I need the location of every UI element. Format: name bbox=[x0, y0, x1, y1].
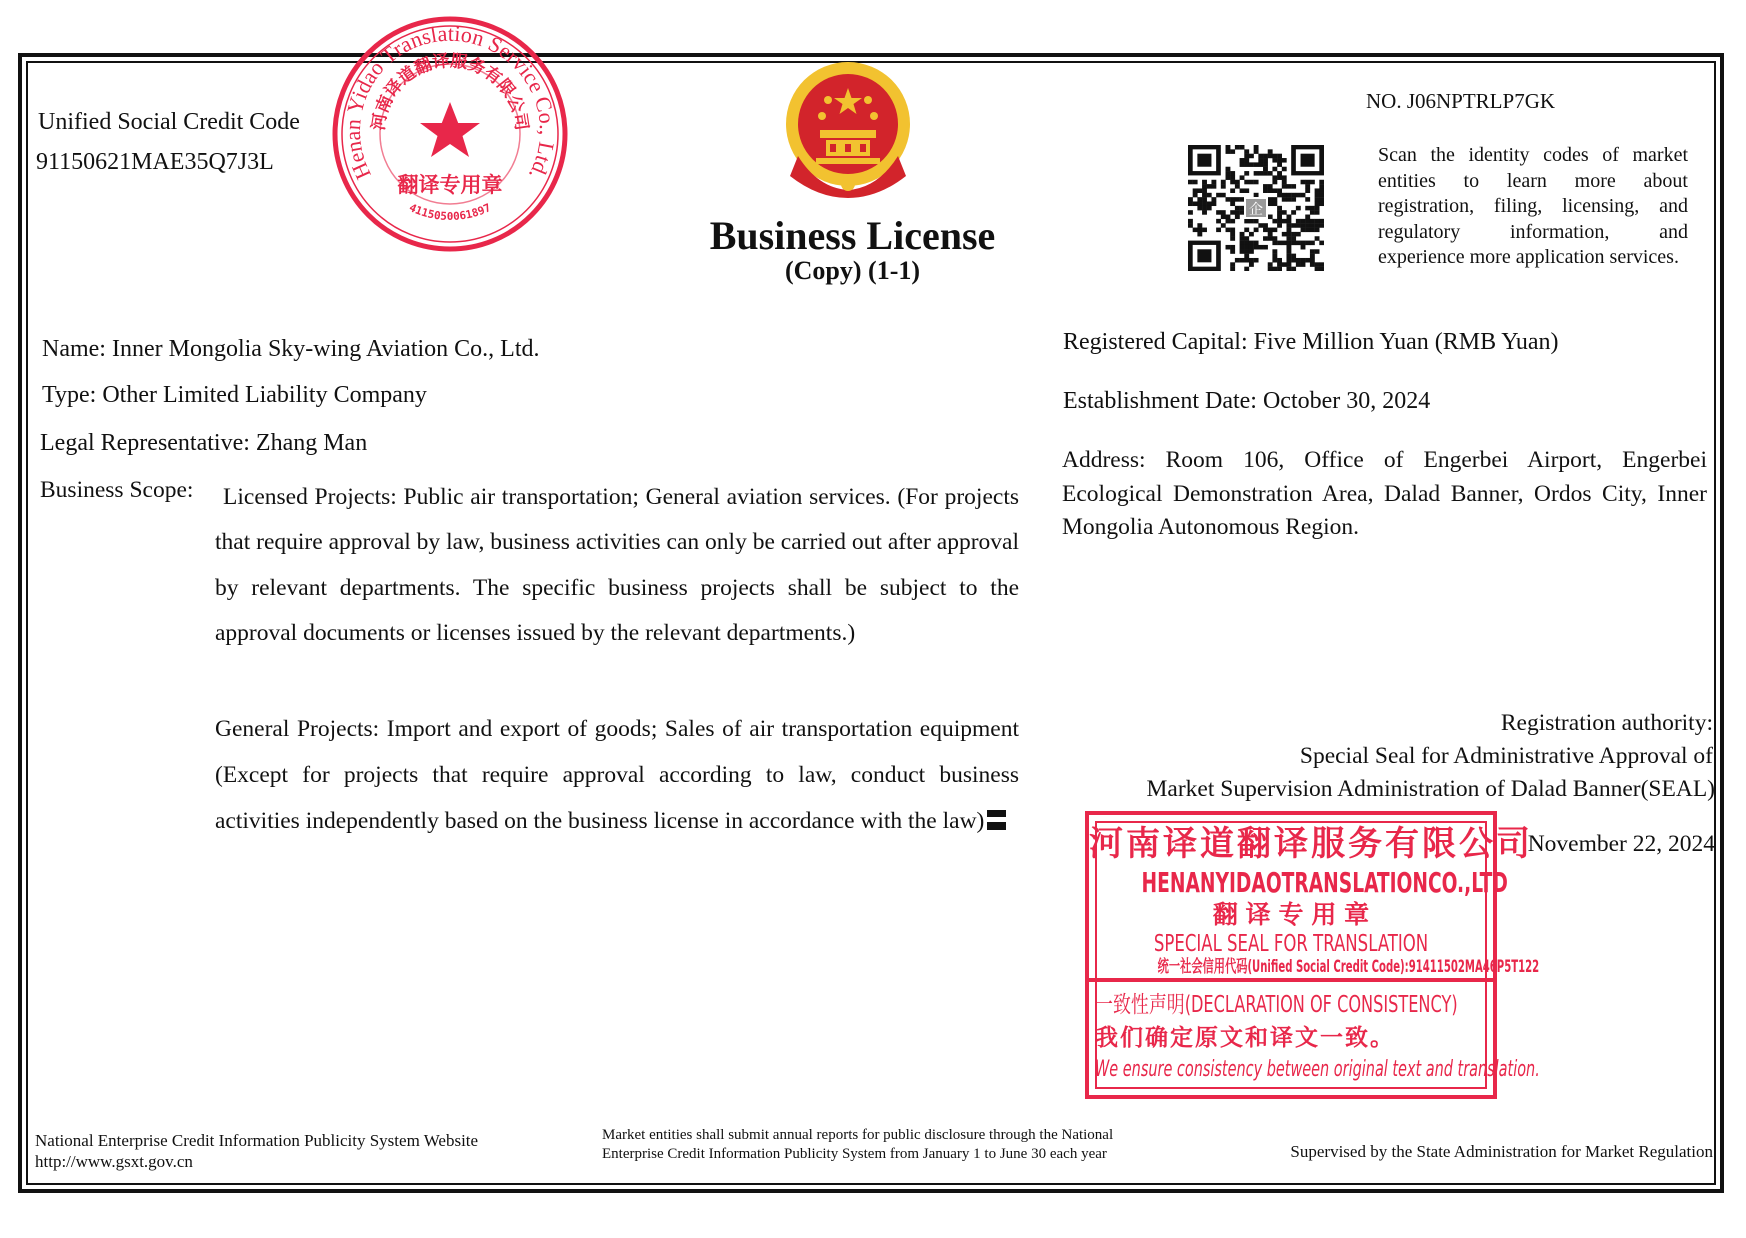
field-type-label: Type: bbox=[42, 382, 97, 408]
field-type bbox=[42, 380, 427, 410]
qr-code-icon bbox=[1188, 145, 1324, 271]
seal-star-icon bbox=[420, 102, 480, 157]
registration-authority-line1: Special Seal for Administrative Approval of bbox=[1299, 743, 1713, 769]
field-establishment-label: Establishment Date: bbox=[1063, 388, 1257, 414]
field-address bbox=[1062, 444, 1707, 545]
field-name-label: Name: bbox=[42, 336, 106, 362]
field-address-label: Address: bbox=[1062, 447, 1146, 473]
field-registered-capital bbox=[1063, 327, 1559, 357]
footer-annual-report-note bbox=[602, 1126, 1113, 1164]
footer-website-url[interactable]: http://www.gsxt.gov.cn bbox=[35, 1152, 193, 1171]
registration-date: November 22, 2024 bbox=[1527, 831, 1715, 857]
field-legal-value: Zhang Man bbox=[255, 430, 368, 456]
rect-seal-divider bbox=[1089, 978, 1493, 982]
round-seal-center-text: 翻译专用章 bbox=[397, 173, 503, 197]
qr-center-glyph: 企 bbox=[1249, 202, 1263, 218]
footer-note-line1: Market entities shall submit annual reports for public disclosure through the National bbox=[602, 1127, 1114, 1143]
credit-code-value: 91150621MAE35Q7J3L bbox=[36, 149, 274, 175]
round-seal-number: 4115050061897 bbox=[407, 201, 493, 224]
field-establishment-value: October 30, 2024 bbox=[1262, 388, 1431, 414]
business-scope-general-text: General Projects: Import and export of goods; Sales of air transportation equipment (Except for projects that require approval according to law, conduct business activities independently based on the business license in accordance with the law) bbox=[215, 716, 1019, 834]
footer-website bbox=[35, 1130, 478, 1172]
rect-translation-seal bbox=[1085, 811, 1540, 1099]
footer-note-line2: Enterprise Credit Information Publicity System from January 1 to June 30 each year bbox=[602, 1146, 1107, 1162]
rect-seal-line2: HENANYIDAOTRANSLATIONCO.,LTD bbox=[1141, 866, 1508, 899]
credit-code-label: Unified Social Credit Code bbox=[38, 109, 300, 135]
rect-seal-line8: We ensure consistency between original text and translation. bbox=[1095, 1057, 1540, 1082]
field-business-scope-label: Business Scope: bbox=[40, 477, 194, 503]
business-scope-general-projects bbox=[215, 706, 1019, 844]
footer-supervisor: Supervised by the State Administration for Market Regulation bbox=[1290, 1142, 1713, 1161]
national-emblem-icon bbox=[778, 58, 918, 202]
field-capital-label: Registered Capital: bbox=[1063, 329, 1248, 355]
field-legal-label: Legal Representative: bbox=[40, 430, 250, 456]
business-scope-licensed-projects: Licensed Projects: Public air transportation; General aviation services. (For projects that require approval by law, business activities can only be carried out after approval by relevant departments. The specific business projects shall be subject to the approval documents or licenses issued by the relevant departments.) bbox=[215, 484, 1019, 647]
registration-authority-line2: Market Supervision Administration of Dalad Banner(SEAL) bbox=[1146, 776, 1715, 802]
rect-seal-line5: 统一社会信用代码(Unified Social Credit Code):91411502MA46P5T122 bbox=[1157, 957, 1540, 977]
end-mark-icon bbox=[987, 810, 1006, 830]
field-address-value: Room 106, Office of Engerbei Airport, Engerbei Ecological Demonstration Area, Dalad Banner, Ordos City, Inner Mongolia Autonomous Region. bbox=[1062, 447, 1707, 540]
round-seal-inner-text: 河南译道翻译服务有限公司 bbox=[368, 51, 532, 132]
rect-seal-line7: 我们确定原文和译文一致。 bbox=[1095, 1025, 1395, 1051]
round-seal-outer-text: Henan Yidao Translation Service Co., Ltd. bbox=[339, 20, 561, 185]
scan-instructions: Scan the identity codes of market entities to learn more about registration, filing, licensing, and regulatory information, and experience more application services. bbox=[1378, 144, 1688, 268]
rect-seal-line4: SPECIAL SEAL FOR TRANSLATION bbox=[1153, 931, 1429, 957]
rect-seal-line6: 一致性声明(DECLARATION OF CONSISTENCY) bbox=[1095, 992, 1458, 1018]
license-number: NO. J06NPTRLP7GK bbox=[1366, 89, 1556, 113]
field-name bbox=[42, 334, 540, 364]
footer-website-label: National Enterprise Credit Information Publicity System Website bbox=[35, 1131, 479, 1150]
field-capital-value: Five Million Yuan (RMB Yuan) bbox=[1253, 329, 1559, 355]
registration-authority-label: Registration authority: bbox=[1500, 710, 1713, 736]
field-name-value: Inner Mongolia Sky-wing Aviation Co., Ltd. bbox=[111, 336, 540, 362]
field-type-value: Other Limited Liability Company bbox=[102, 382, 427, 408]
field-establishment-date bbox=[1063, 386, 1430, 416]
round-translation-seal bbox=[330, 14, 570, 254]
rect-seal-line1: 河南译道翻译服务有限公司 bbox=[1089, 824, 1533, 864]
document-title: Business License bbox=[709, 213, 996, 258]
field-legal-representative bbox=[40, 428, 367, 458]
rect-seal-line3: 翻 译 专 用 章 bbox=[1212, 900, 1370, 929]
document-subtitle: (Copy) (1-1) bbox=[784, 256, 921, 285]
